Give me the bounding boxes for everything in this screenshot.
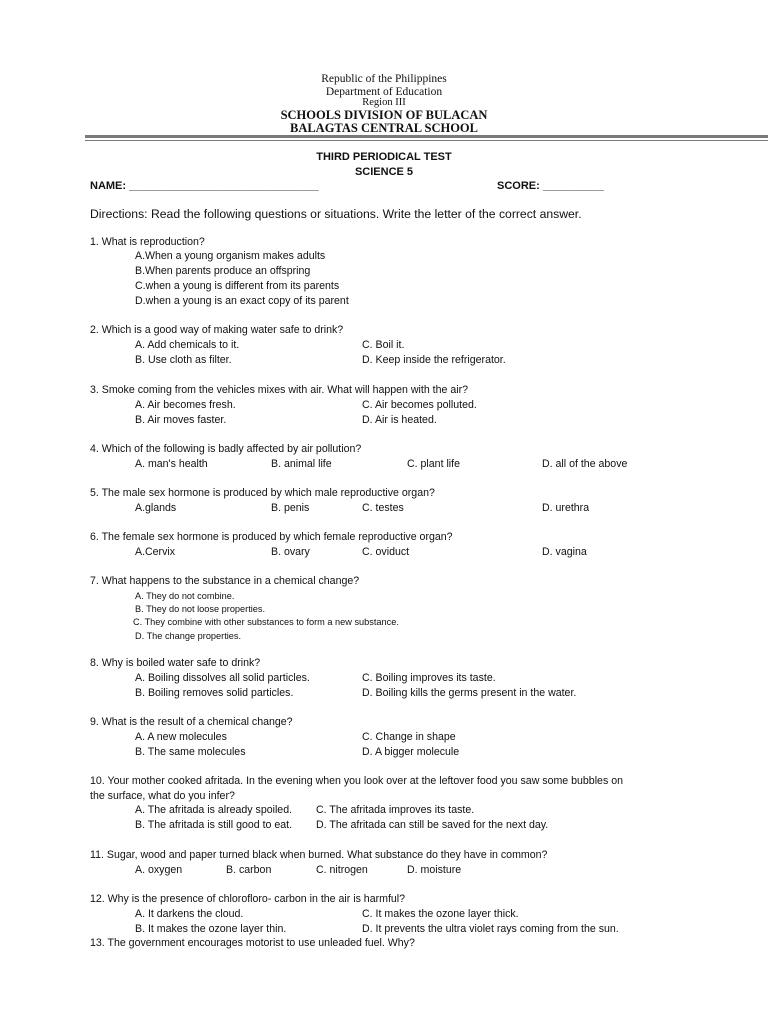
choice-4b: B. animal life bbox=[271, 458, 332, 470]
choice-6d: D. vagina bbox=[542, 546, 587, 558]
question-11: 11. Sugar, wood and paper turned black when burned. What substance do they have in common? bbox=[90, 849, 548, 861]
question-13: 13. The government encourages motorist to use unleaded fuel. Why? bbox=[90, 937, 415, 949]
choice-5a: A.glands bbox=[135, 502, 177, 514]
choice-2a: A. Add chemicals to it. bbox=[135, 339, 240, 351]
question-9: 9. What is the result of a chemical change? bbox=[90, 716, 293, 728]
choice-4d: D. all of the above bbox=[542, 458, 628, 470]
choice-5c: C. testes bbox=[362, 502, 404, 514]
header-department: Department of Education bbox=[325, 86, 443, 98]
choice-1c: C.when a young is different from its parents bbox=[135, 280, 340, 292]
question-12: 12. Why is the presence of chlorofloro- carbon in the air is harmful? bbox=[90, 893, 406, 905]
choice-9d: D. A bigger molecule bbox=[362, 746, 460, 758]
choice-11a: A. oxygen bbox=[135, 864, 183, 876]
question-4: 4. Which of the following is badly affected by air pollution? bbox=[90, 443, 362, 455]
header-rule-thin bbox=[85, 140, 768, 141]
choice-9a: A. A new molecules bbox=[135, 731, 227, 743]
choice-4a: A. man's health bbox=[135, 458, 208, 470]
choice-9c: C. Change in shape bbox=[362, 731, 456, 743]
choice-12c: C. It makes the ozone layer thick. bbox=[362, 908, 519, 920]
choice-9b: B. The same molecules bbox=[135, 746, 246, 758]
question-5: 5. The male sex hormone is produced by which male reproductive organ? bbox=[90, 487, 435, 499]
choice-1a: A.When a young organism makes adults bbox=[135, 250, 326, 262]
choice-5d: D. urethra bbox=[542, 502, 590, 514]
question-6: 6. The female sex hormone is produced by which female reproductive organ? bbox=[90, 531, 453, 543]
question-3: 3. Smoke coming from the vehicles mixes with air. What will happen with the air? bbox=[90, 384, 469, 396]
header-school: BALAGTAS CENTRAL SCHOOL bbox=[289, 121, 478, 135]
choice-8c: C. Boiling improves its taste. bbox=[362, 672, 496, 684]
choice-8b: B. Boiling removes solid particles. bbox=[135, 687, 294, 699]
choice-3c: C. Air becomes polluted. bbox=[362, 399, 477, 411]
choice-3d: D. Air is heated. bbox=[362, 414, 437, 426]
choice-12a: A. It darkens the cloud. bbox=[135, 908, 244, 920]
question-10-line2: the surface, what do you infer? bbox=[90, 790, 235, 802]
choice-6c: C. oviduct bbox=[362, 546, 410, 558]
choice-3a: A. Air becomes fresh. bbox=[135, 399, 236, 411]
choice-5b: B. penis bbox=[271, 502, 310, 514]
test-title: THIRD PERIODICAL TEST bbox=[316, 151, 452, 163]
directions: Directions: Read the following questions or situations. Write the letter of the correct answer. bbox=[90, 207, 582, 221]
choice-11b: B. carbon bbox=[226, 864, 272, 876]
choice-10c: C. The afritada improves its taste. bbox=[316, 804, 475, 816]
choice-8a: A. Boiling dissolves all solid particles. bbox=[135, 672, 310, 684]
choice-12b: B. It makes the ozone layer thin. bbox=[135, 923, 287, 935]
question-2: 2. Which is a good way of making water safe to drink? bbox=[90, 324, 344, 336]
header-republic: Republic of the Philippines bbox=[321, 73, 447, 85]
question-10: 10. Your mother cooked afritada. In the evening when you look over at the leftover food you saw some bubbles on bbox=[90, 775, 623, 787]
choice-2c: C. Boil it. bbox=[362, 339, 405, 351]
header-region: Region III bbox=[362, 97, 406, 108]
choice-4c: C. plant life bbox=[407, 458, 460, 470]
choice-6b: B. ovary bbox=[271, 546, 310, 558]
choice-10b: B. The afritada is still good to eat. bbox=[135, 819, 293, 831]
question-7: 7. What happens to the substance in a chemical change? bbox=[90, 575, 360, 587]
choice-6a: A.Cervix bbox=[135, 546, 176, 558]
name-field[interactable]: NAME: _______________________________ bbox=[90, 180, 319, 192]
choice-3b: B. Air moves faster. bbox=[135, 414, 227, 426]
question-8: 8. Why is boiled water safe to drink? bbox=[90, 657, 261, 669]
choice-11c: C. nitrogen bbox=[316, 864, 368, 876]
test-subject: SCIENCE 5 bbox=[354, 166, 414, 178]
choice-10a: A. The afritada is already spoiled. bbox=[135, 804, 293, 816]
choice-2b: B. Use cloth as filter. bbox=[135, 354, 232, 366]
choice-11d: D. moisture bbox=[407, 864, 462, 876]
choice-1b: B.When parents produce an offspring bbox=[135, 265, 311, 277]
choice-7b: B. They do not loose properties. bbox=[135, 604, 266, 614]
choice-7d: D. The change properties. bbox=[135, 631, 242, 641]
choice-2d: D. Keep inside the refrigerator. bbox=[362, 354, 506, 366]
choice-8d: D. Boiling kills the germs present in the water. bbox=[362, 687, 577, 699]
header-rule-thick bbox=[85, 135, 768, 138]
header-division: SCHOOLS DIVISION OF BULACAN bbox=[280, 108, 488, 122]
score-field[interactable]: SCORE: __________ bbox=[497, 180, 605, 192]
choice-10d: D. The afritada can still be saved for the next day. bbox=[316, 819, 549, 831]
question-1: 1. What is reproduction? bbox=[90, 236, 205, 248]
choice-1d: D.when a young is an exact copy of its parent bbox=[135, 295, 349, 307]
choice-7c: C. They combine with other substances to form a new substance. bbox=[133, 617, 399, 627]
choice-12d: D. It prevents the ultra violet rays coming from the sun. bbox=[362, 923, 619, 935]
choice-7a: A. They do not combine. bbox=[135, 591, 235, 601]
